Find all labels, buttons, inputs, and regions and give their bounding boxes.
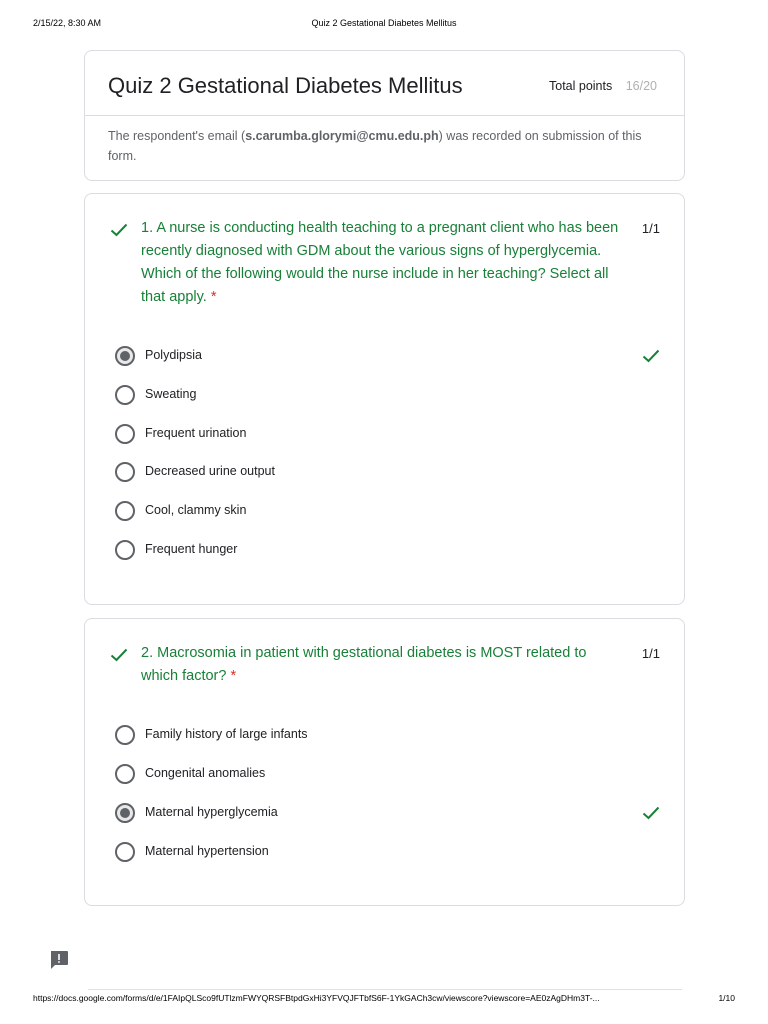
option-maternal-hypertension[interactable] bbox=[115, 840, 660, 864]
question-points: 1/1 bbox=[641, 646, 660, 661]
question-text bbox=[141, 217, 621, 309]
option-maternal-hyperglycemia[interactable] bbox=[115, 801, 660, 825]
radio-button[interactable] bbox=[115, 462, 135, 482]
option-label: Frequent hunger bbox=[145, 542, 238, 556]
check-icon bbox=[110, 648, 128, 662]
respondent-email: s.carumba.glorymi@cmu.edu.ph bbox=[245, 129, 439, 143]
option-label: Congenital anomalies bbox=[145, 766, 266, 780]
form-header-top bbox=[85, 51, 684, 115]
bottom-rule bbox=[88, 989, 682, 990]
question-text-body: 1. A nurse is conducting health teaching to a pregnant client who has been recently diagnosed with GDM about the various signs of hyperglycemia. Which of the following would the nurse include in her teaching? Select all that apply. bbox=[141, 220, 619, 305]
option-label: Frequent urination bbox=[145, 426, 247, 440]
option-label: Maternal hyperglycemia bbox=[145, 805, 278, 819]
total-points bbox=[549, 79, 657, 93]
option-frequent-hunger[interactable] bbox=[115, 538, 660, 562]
email-note bbox=[108, 126, 663, 166]
header-divider bbox=[85, 115, 684, 116]
form-header-card bbox=[84, 50, 685, 181]
footer-url: https://docs.google.com/forms/d/e/1FAIpQLSco9fUTlzmFWYQRSFBtpdGxHi3YFVQJFTbfS6F-1YkGACh3cw/viewscore?viewscore=AE0zAgDHm3T-... bbox=[33, 993, 600, 1003]
option-family-history[interactable] bbox=[115, 723, 660, 747]
email-prefix: The respondent's email ( bbox=[108, 129, 246, 143]
option-sweating[interactable] bbox=[115, 383, 660, 407]
check-icon bbox=[642, 806, 660, 820]
question-card-1 bbox=[84, 193, 685, 605]
radio-button[interactable] bbox=[115, 764, 135, 784]
option-cool-clammy-skin[interactable] bbox=[115, 499, 660, 523]
option-label: Decreased urine output bbox=[145, 464, 275, 478]
radio-button[interactable] bbox=[115, 385, 135, 405]
radio-button[interactable] bbox=[115, 501, 135, 521]
radio-button[interactable] bbox=[115, 540, 135, 560]
radio-button[interactable] bbox=[115, 346, 135, 366]
total-points-value: 16/20 bbox=[625, 79, 657, 93]
question-card-2 bbox=[84, 618, 685, 906]
question-text-body: 2. Macrosomia in patient with gestational diabetes is MOST related to which factor? bbox=[141, 645, 587, 684]
check-icon bbox=[110, 223, 128, 237]
check-icon bbox=[642, 349, 660, 363]
option-label: Sweating bbox=[145, 387, 197, 401]
print-header bbox=[0, 18, 768, 32]
required-mark: * bbox=[230, 668, 237, 684]
question-points: 1/1 bbox=[641, 221, 660, 236]
radio-button[interactable] bbox=[115, 725, 135, 745]
option-label: Maternal hypertension bbox=[145, 844, 269, 858]
radio-button[interactable] bbox=[115, 803, 135, 823]
footer-page-number: 1/10 bbox=[718, 993, 735, 1003]
email-suffix: ) was recorded on submission of this form. bbox=[108, 129, 642, 163]
radio-button[interactable] bbox=[115, 424, 135, 444]
option-label: Polydipsia bbox=[145, 348, 202, 362]
option-congenital-anomalies[interactable] bbox=[115, 762, 660, 786]
print-datetime: 2/15/22, 8:30 AM bbox=[33, 18, 102, 28]
option-polydipsia[interactable] bbox=[115, 344, 660, 368]
option-label: Cool, clammy skin bbox=[145, 503, 247, 517]
print-title: Quiz 2 Gestational Diabetes Mellitus bbox=[311, 18, 457, 28]
option-decreased-urine-output[interactable] bbox=[115, 460, 660, 484]
question-text bbox=[141, 642, 621, 688]
quiz-title: Quiz 2 Gestational Diabetes Mellitus bbox=[108, 73, 463, 98]
total-points-label: Total points bbox=[549, 79, 613, 93]
required-mark: * bbox=[210, 289, 217, 305]
option-frequent-urination[interactable] bbox=[115, 422, 660, 446]
option-label: Family history of large infants bbox=[145, 727, 308, 741]
feedback-icon[interactable] bbox=[49, 950, 69, 970]
radio-button[interactable] bbox=[115, 842, 135, 862]
